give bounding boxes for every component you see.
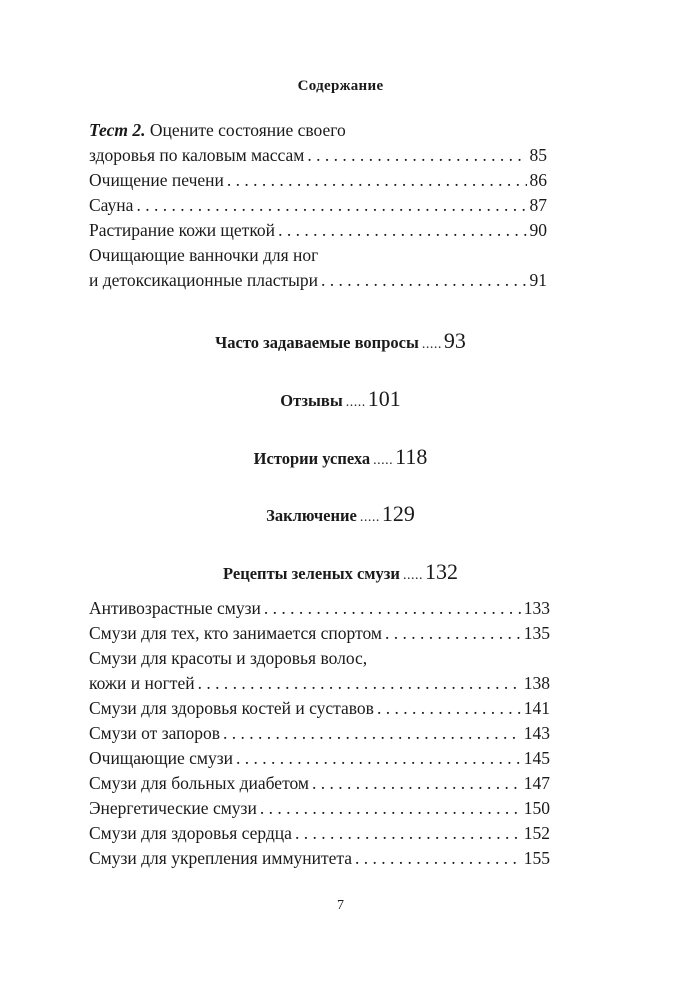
toc-entry-title: Энергетические смузи [89,798,257,818]
running-head: Содержание [297,78,384,94]
leader-dots [223,721,521,746]
toc-section-success-stories [0,444,681,470]
toc-entry [89,268,547,293]
toc-section-faq [0,328,681,354]
toc-entry-page: 85 [529,145,547,165]
leader-dots [295,821,521,846]
leader-dots [307,143,526,168]
toc-entry-title: Сауна [89,195,134,215]
toc-entry [89,696,550,721]
section-page: 129 [381,501,415,526]
section-title: Рецепты зеленых смузи [223,564,400,583]
toc-entry-title: Смузи для больных диабетом [89,773,309,793]
toc-smoothie-block [89,596,550,871]
leader-dots [136,193,526,218]
leader-dots [312,771,521,796]
toc-entry-page: 86 [529,170,547,190]
leader-dots [264,596,521,621]
toc-entry-page: 152 [523,823,550,843]
leader-dots [355,846,521,871]
section-dots: ..... [359,510,380,525]
toc-entry [89,596,550,621]
toc-entry-page: 133 [523,598,550,618]
section-dots: ..... [345,395,366,410]
toc-entry [89,796,550,821]
toc-entry-page: 143 [523,723,550,743]
section-title: Часто задаваемые вопросы [215,333,419,352]
toc-entry-title: Растирание кожи щеткой [89,220,276,240]
toc-section-recipes [0,559,681,585]
leader-dots [321,268,526,293]
toc-entry-page: 90 [529,220,547,240]
section-page: 93 [443,328,466,353]
toc-entry-page: 138 [523,673,550,693]
toc-entry-title: Смузи для здоровья сердца [89,823,292,843]
leader-dots [236,746,521,771]
toc-entry-title: Очищающие смузи [89,748,233,768]
section-title: Заключение [266,506,357,525]
leader-dots [385,621,521,646]
toc-entry [89,193,547,218]
section-page: 101 [367,386,401,411]
toc-entry [89,621,550,646]
leader-dots [260,796,521,821]
section-dots: ..... [402,568,423,583]
toc-entry [89,671,550,696]
toc-entry-title: Смузи для укрепления иммунитета [89,848,353,868]
toc-entry-title: кожи и ногтей [89,673,195,693]
toc-entry [89,846,550,871]
section-title: Отзывы [280,391,343,410]
toc-entry-title: Смузи для здоровья костей и суставов [89,698,374,718]
section-dots: ..... [373,453,394,468]
section-dots: ..... [421,337,442,352]
toc-entry [89,168,547,193]
toc-entry [89,746,550,771]
leader-dots [278,218,526,243]
toc-entry [89,821,550,846]
toc-section-reviews [0,386,681,412]
toc-entry-title: Смузи от запоров [89,723,221,743]
toc-entry-page: 91 [529,270,547,290]
toc-entry-page: 145 [523,748,550,768]
toc-entry [89,218,547,243]
section-page: 132 [424,559,458,584]
test-label: Тест 2. [89,120,146,140]
section-page: 118 [395,444,428,469]
leader-dots [377,696,521,721]
toc-entry-page: 87 [529,195,547,215]
toc-entry-title: Очищение печени [89,170,224,190]
leader-dots [198,671,521,696]
page-number: 7 [337,898,344,913]
toc-entry [89,721,550,746]
toc-entry-title: Антивозрастные смузи [89,598,261,618]
toc-entry-title: Смузи для тех, кто занимается спортом [89,623,382,643]
section-title: Истории успеха [253,449,371,468]
test-title-rest: Оцените состояние своего [145,120,346,140]
leader-dots [227,168,527,193]
toc-entry-beauty-line1: Смузи для красоты и здоровья волос, [89,648,368,668]
toc-entry-page: 155 [523,848,550,868]
toc-entry-test2-line1 [89,118,547,143]
toc-entry-foot-bath-line1: Очищающие ванночки для ног [89,245,319,265]
toc-entry [89,771,550,796]
toc-entry-page: 147 [523,773,550,793]
toc-top-block [89,118,547,293]
toc-entry [89,143,547,168]
toc-entry-page: 150 [523,798,550,818]
toc-section-conclusion [0,501,681,527]
toc-entry-title: и детоксикационные пластыри [89,270,319,290]
toc-entry-page: 135 [523,623,550,643]
toc-entry-title: здоровья по каловым массам [89,145,305,165]
toc-entry-page: 141 [523,698,550,718]
